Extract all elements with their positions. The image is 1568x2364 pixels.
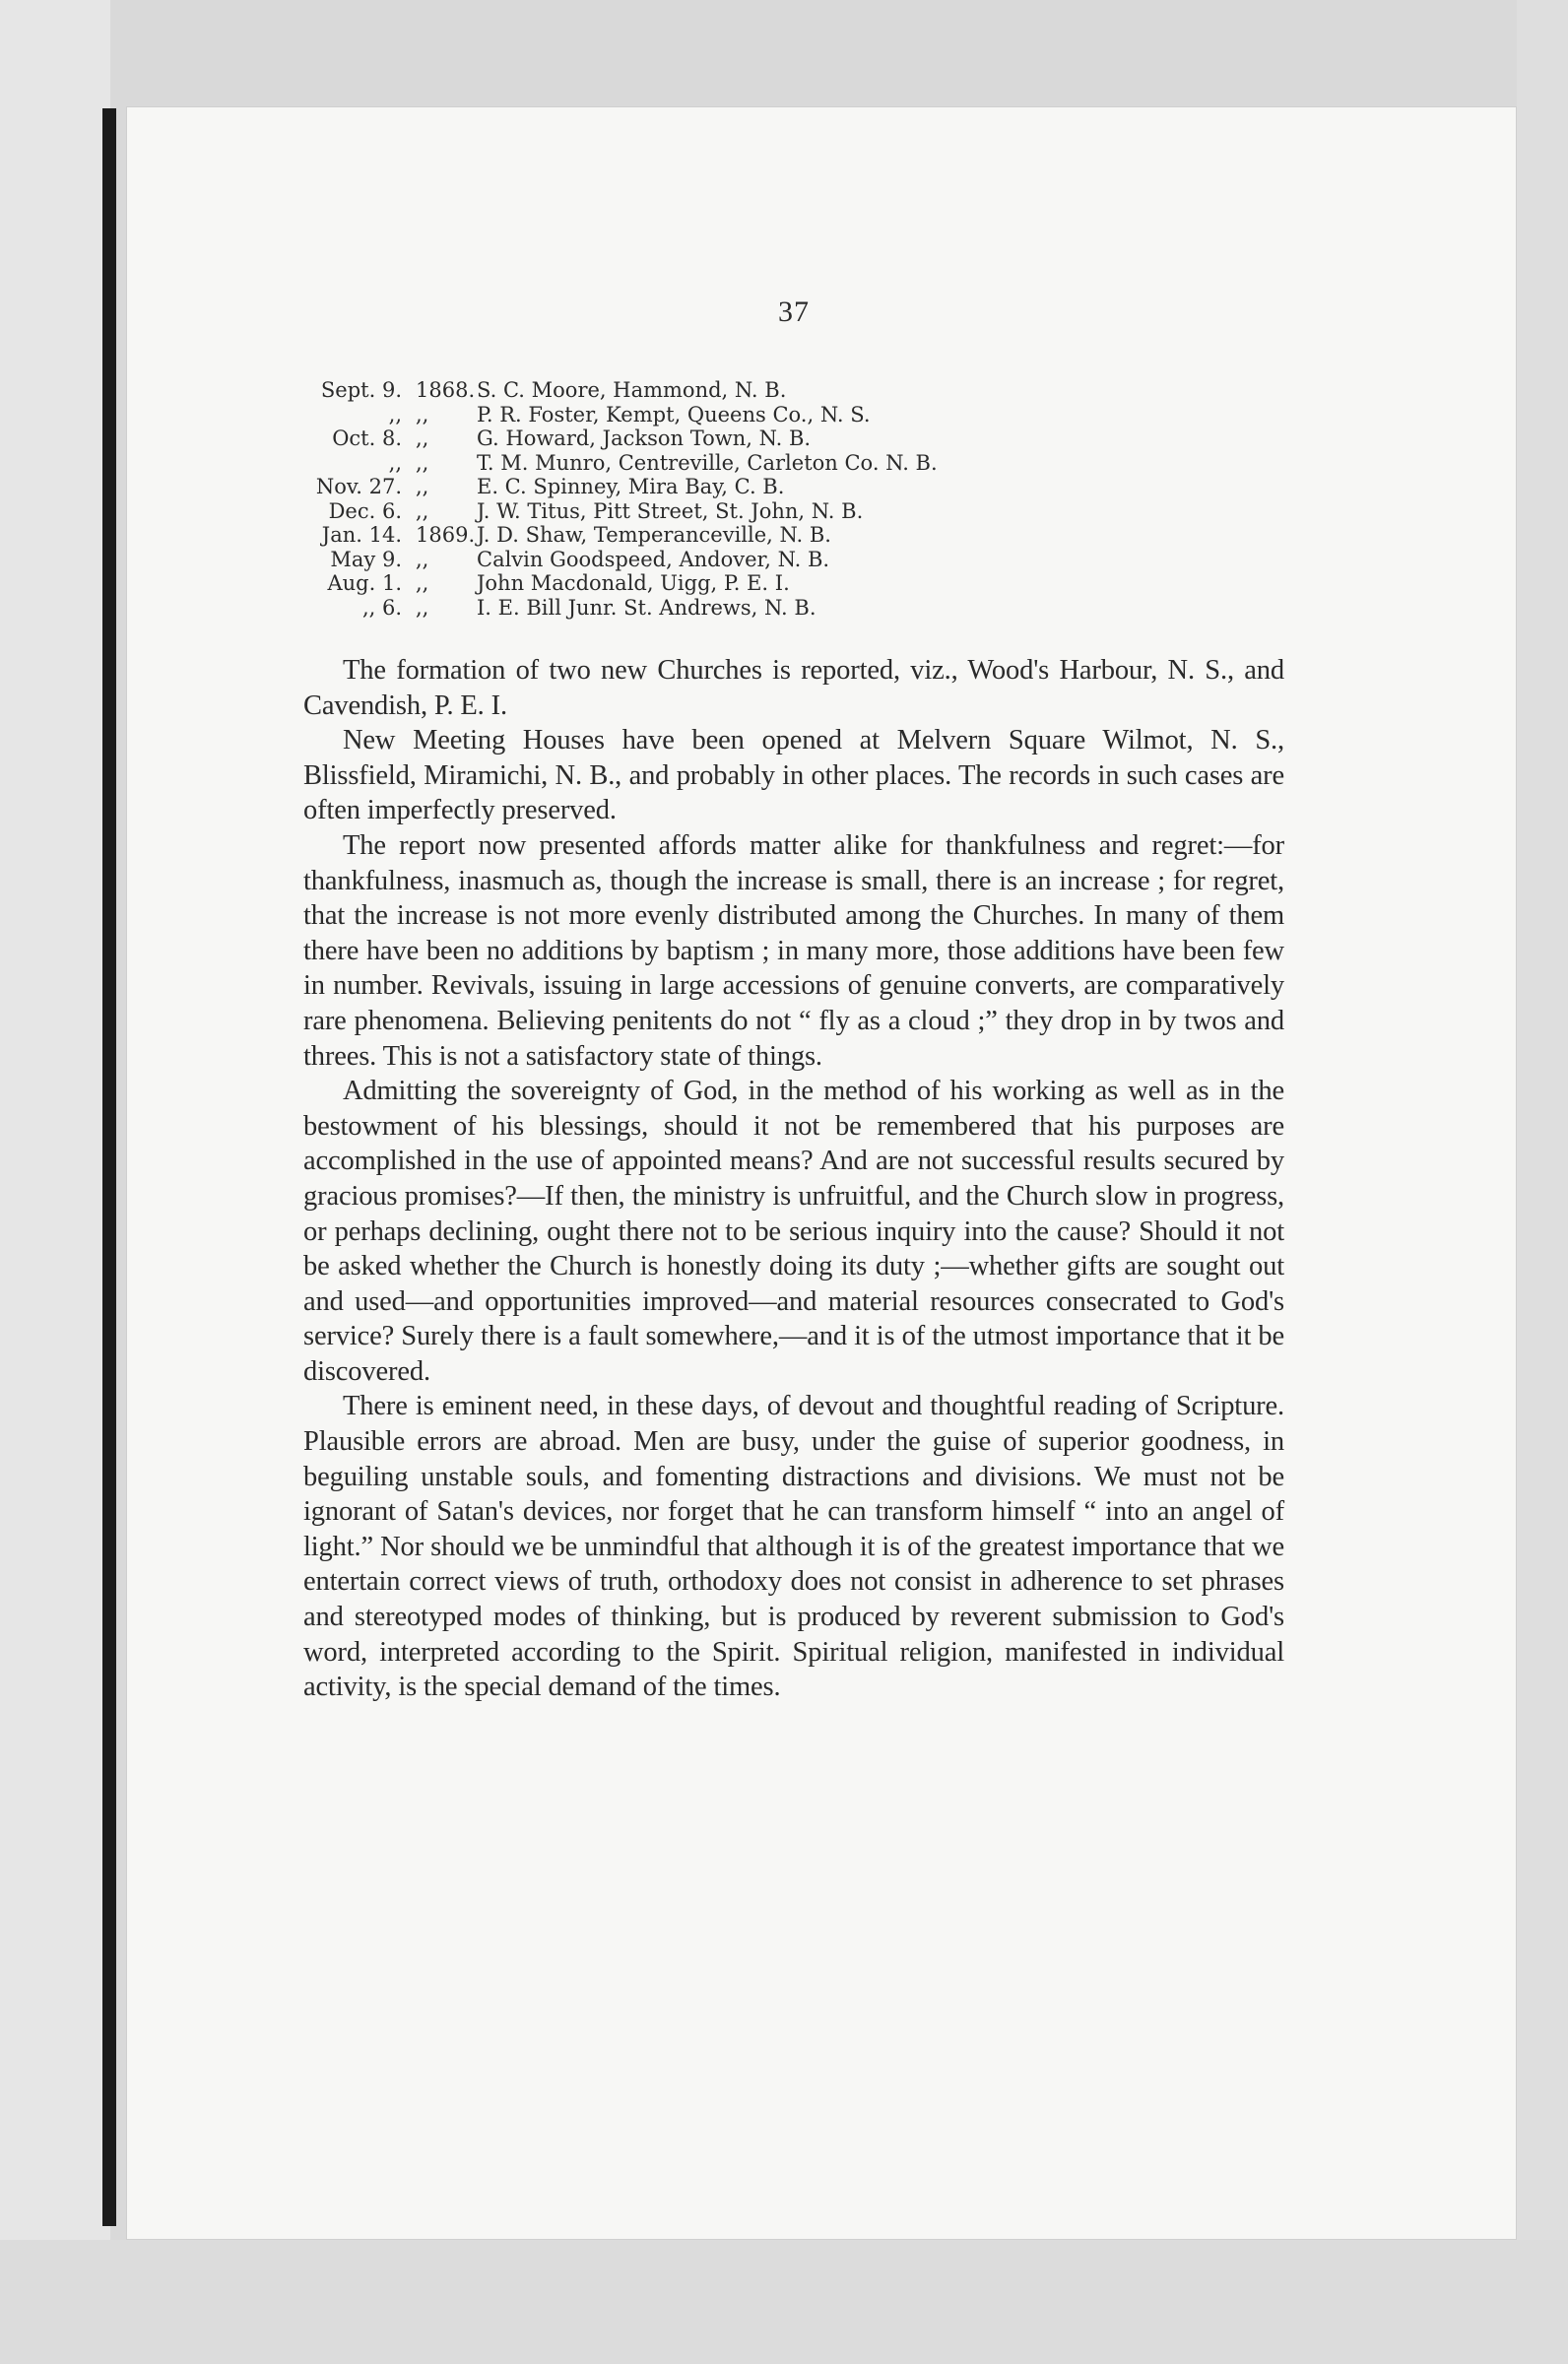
list-item — [303, 475, 1284, 499]
list-item — [303, 451, 1284, 476]
list-entry: J. D. Shaw, Temperanceville, N. B. — [477, 523, 831, 547]
ordination-list — [303, 378, 1284, 620]
bottom-margin — [0, 2240, 1568, 2364]
list-date: Jan. 14. — [321, 523, 402, 547]
list-item — [303, 378, 1284, 403]
list-year: ,, — [416, 427, 429, 450]
list-item — [303, 499, 1284, 524]
paragraph-meeting-houses: New Meeting Houses have been opened at Melvern Square Wilmot, N. S., Blissfield, Miramichi, N. B., and probably in other places. The records in such cases are often imperfectly preserved. — [303, 725, 1284, 826]
adjacent-page-margin — [0, 0, 110, 2364]
list-item — [303, 523, 1284, 548]
list-year: ,, — [416, 547, 429, 571]
list-item — [303, 571, 1284, 596]
list-year: ,, — [416, 595, 429, 620]
list-entry: J. W. Titus, Pitt Street, St. John, N. B. — [477, 498, 864, 523]
list-entry: I. E. Bill Junr. St. Andrews, N. B. — [477, 595, 817, 620]
list-year: 1869. — [416, 523, 476, 547]
paragraph-new-churches: The formation of two new Churches is reported, viz., Wood's Harbour, N. S., and Cavendish, P. E. I. — [303, 655, 1284, 721]
list-year: ,, — [416, 475, 429, 498]
list-entry: S. C. Moore, Hammond, N. B. — [477, 378, 787, 402]
list-item — [303, 427, 1284, 451]
list-entry: Calvin Goodspeed, Andover, N. B. — [477, 547, 830, 571]
paragraph-report: The report now presented affords matter alike for thankfulness and regret:—for thankfulness, inasmuch as, though the increase is small, there is an increase ; for regret, that the increase is not more evenly distributed among the Churches. In many of them there have been no additions by baptism ; in many more, those additions have been few in number. Revivals, issuing in large accessions of genuine converts, are comparatively rare phenomena. Believing penitents do not “ fly as a cloud ;” they drop in by twos and threes. This is not a satisfactory state of things. — [303, 829, 1284, 1072]
list-date: Dec. 6. — [328, 498, 402, 523]
list-item — [303, 596, 1284, 621]
right-margin — [1517, 0, 1568, 2364]
list-entry: John Macdonald, Uigg, P. E. I. — [477, 571, 790, 595]
adjacent-page-edge — [102, 108, 116, 2226]
list-year: ,, — [416, 571, 429, 595]
list-date: May 9. — [330, 547, 402, 571]
list-entry: P. R. Foster, Kempt, Queens Co., N. S. — [477, 402, 871, 427]
list-date: Sept. 9. — [320, 378, 402, 402]
paragraph-sovereignty: Admitting the sovereignty of God, in the method of his working as well as in the bestowment of his blessings, should it not be remembered that his purposes are accomplished in the use of appointed means? And are not successful results secured by gracious promises?—If then, the ministry is unfruitful, and the Church slow in progress, or perhaps declining, ought there not to be serious inquiry into the cause? Should it not be asked whether the Church is honestly doing its duty ;—whether gifts are sought out and used—and opportunities improved—and material resources consecrated to God's service? Surely there is a fault somewhere,—and it is of the utmost importance that it be discovered. — [303, 1076, 1284, 1387]
list-item — [303, 403, 1284, 427]
list-year: ,, — [416, 402, 429, 427]
page-number: 37 — [778, 296, 810, 328]
list-date: Oct. 8. — [332, 427, 402, 450]
list-item — [303, 548, 1284, 572]
list-date: ,, — [388, 402, 402, 427]
list-year: ,, — [416, 450, 429, 475]
list-year: 1868. — [416, 378, 476, 402]
list-entry: E. C. Spinney, Mira Bay, C. B. — [477, 475, 785, 498]
list-entry: T. M. Munro, Centreville, Carleton Co. N. B. — [477, 450, 938, 475]
list-date: ,, — [388, 450, 402, 475]
list-entry: G. Howard, Jackson Town, N. B. — [477, 427, 812, 450]
list-year: ,, — [416, 498, 429, 523]
list-date: ,, 6. — [361, 595, 402, 620]
paragraph-scripture: There is eminent need, in these days, of devout and thoughtful reading of Scripture. Plausible errors are abroad. Men are busy, under the guise of superior goodness, in beguiling unstable souls, and fomenting distractions and divisions. We must not be ignorant of Satan's devices, nor forget that he can transform himself “ into an angel of light.” Nor should we be unmindful that although it is of the greatest importance that we entertain correct views of truth, orthodoxy does not consist in adherence to set phrases and stereotyped modes of thinking, but is produced by reverent submission to God's word, interpreted according to the Spirit. Spiritual religion, manifested in individual activity, is the special demand of the times. — [303, 1391, 1284, 1703]
page-content — [303, 296, 1284, 1705]
list-date: Aug. 1. — [327, 571, 402, 595]
list-date: Nov. 27. — [315, 475, 402, 498]
